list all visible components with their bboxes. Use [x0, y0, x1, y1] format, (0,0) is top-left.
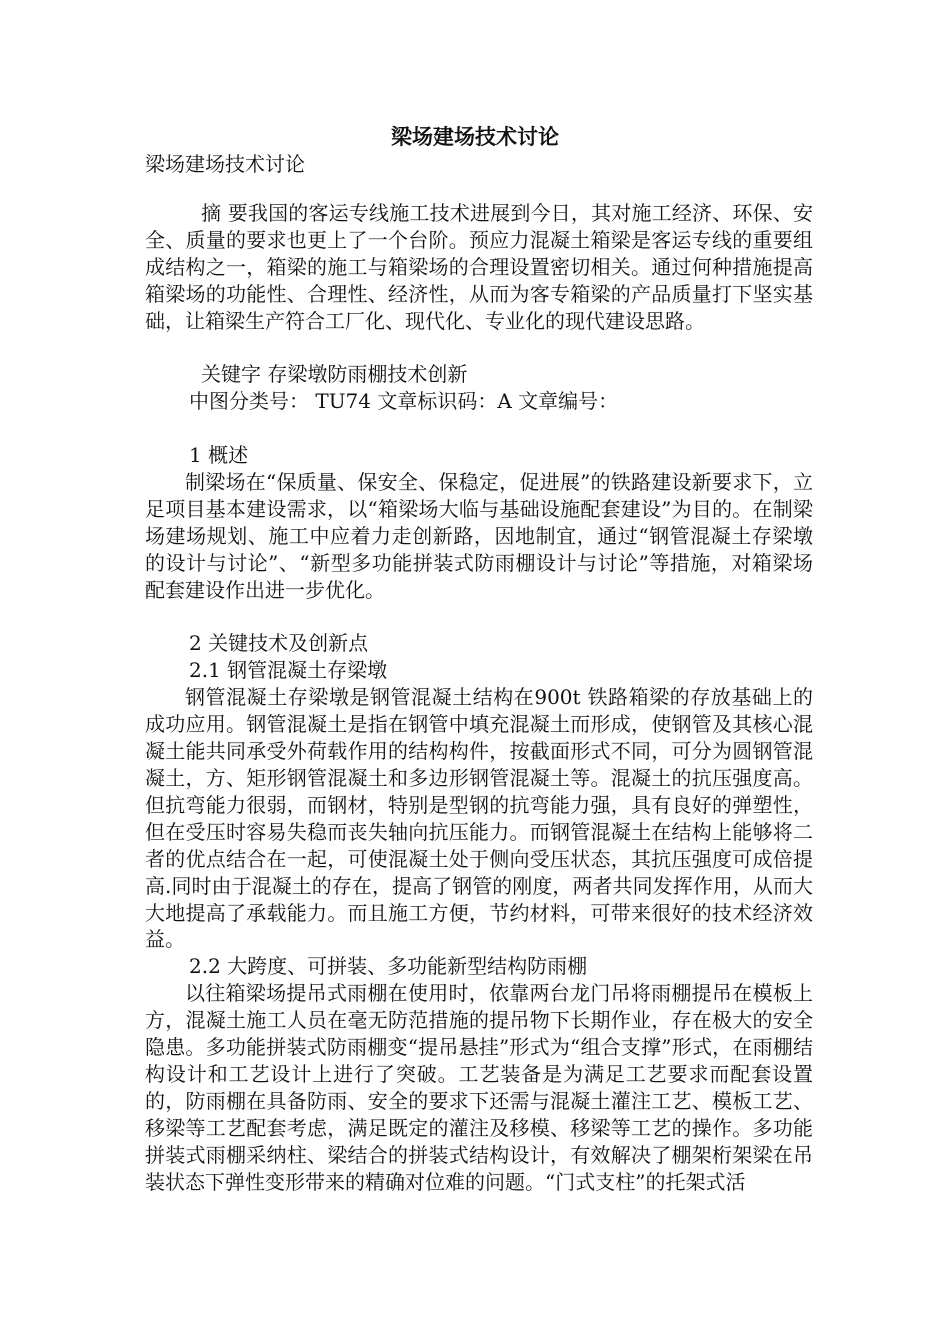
section-2-heading: 2 关键技术及创新点 [189, 631, 369, 656]
section-2-1-heading: 2.1 钢管混凝土存梁墩 [189, 658, 388, 683]
section-1-paragraph: 制梁场在“保质量、保安全、保稳定，促进展”的铁路建设新要求下，立足项目基本建设需求，以“箱梁场大临与基础设施配套建设”为目的。在制梁场建场规划、施工中应着力走创新路，因地制宜，通过“钢管混凝土存梁墩的设计与讨论”、“新型多功能拼装式防雨棚设计与讨论”等措施，对箱梁场配套建设作出进一步优化。 [145, 470, 813, 602]
paragraph-gap [145, 604, 813, 631]
section-2-2-paragraph: 以往箱梁场提吊式雨棚在使用时，依靠两台龙门吊将雨棚提吊在模板上方，混凝土施工人员在毫无防范措施的提吊物下长期作业，存在极大的安全隐患。多功能拼装式防雨棚变“提吊悬挂”形式为“组合支撑”形式，在雨棚结构设计和工艺设计上进行了突破。工艺装备是为满足工艺要求而配套设置的，防雨棚在具备防雨、安全的要求下还需与混凝土灌注工艺、模板工艺、移梁等工艺配套考虑，满足既定的灌注及移模、移梁等工艺的操作。多功能拼装式雨棚采纳柱、梁结合的拼装式结构设计，有效解决了棚架桁架梁在吊装状态下弹性变形带来的精确对位难的问题。“门式支柱”的托架式活 [145, 981, 813, 1194]
section-2-2-heading: 2.2 大跨度、可拼装、多功能新型结构防雨棚 [189, 954, 588, 979]
document-title: 梁场建场技术讨论 [391, 124, 559, 149]
classification-line: 中图分类号： TU74 文章标识码：A 文章编号： [189, 389, 619, 414]
document-body [145, 200, 813, 1195]
section-1-heading: 1 概述 [189, 443, 249, 468]
keywords-line: 关键字 存梁墩防雨棚技术创新 [201, 362, 468, 387]
section-2-1-paragraph: 钢管混凝土存梁墩是钢管混凝土结构在900t 铁路箱梁的存放基础上的成功应用。钢管混凝土是指在钢管中填充混凝土而形成，使钢管及其核心混凝土能共同承受外荷载作用的结构构件，按截面形式不同，可分为圆钢管混凝土，方、矩形钢管混凝土和多边形钢管混凝土等。混凝土的抗压强度高。但抗弯能力很弱，而钢材，特别是型钢的抗弯能力强，具有良好的弹塑性，但在受压时容易失稳而丧失轴向抗压能力。而钢管混凝土在结构上能够将二者的优点结合在一起，可使混凝土处于侧向受压状态，其抗压强度可成倍提高.同时由于混凝土的存在，提高了钢管的刚度，两者共同发挥作用，从而大大地提高了承载能力。而且施工方便，节约材料，可带来很好的技术经济效益。 [145, 685, 813, 952]
paragraph-gap [145, 335, 813, 362]
document-subtitle: 梁场建场技术讨论 [145, 152, 305, 176]
abstract-paragraph: 摘 要我国的客运专线施工技术进展到今日，其对施工经济、环保、安全、质量的要求也更上了一个台阶。预应力混凝土箱梁是客运专线的重要组成结构之一，箱梁的施工与箱梁场的合理设置密切相关。通过何种措施提高箱梁场的功能性、合理性、经济性，从而为客专箱梁的产品质量打下坚实基础，让箱梁生产符合工厂化、现代化、专业化的现代建设思路。 [145, 201, 813, 333]
paragraph-gap [145, 415, 813, 442]
